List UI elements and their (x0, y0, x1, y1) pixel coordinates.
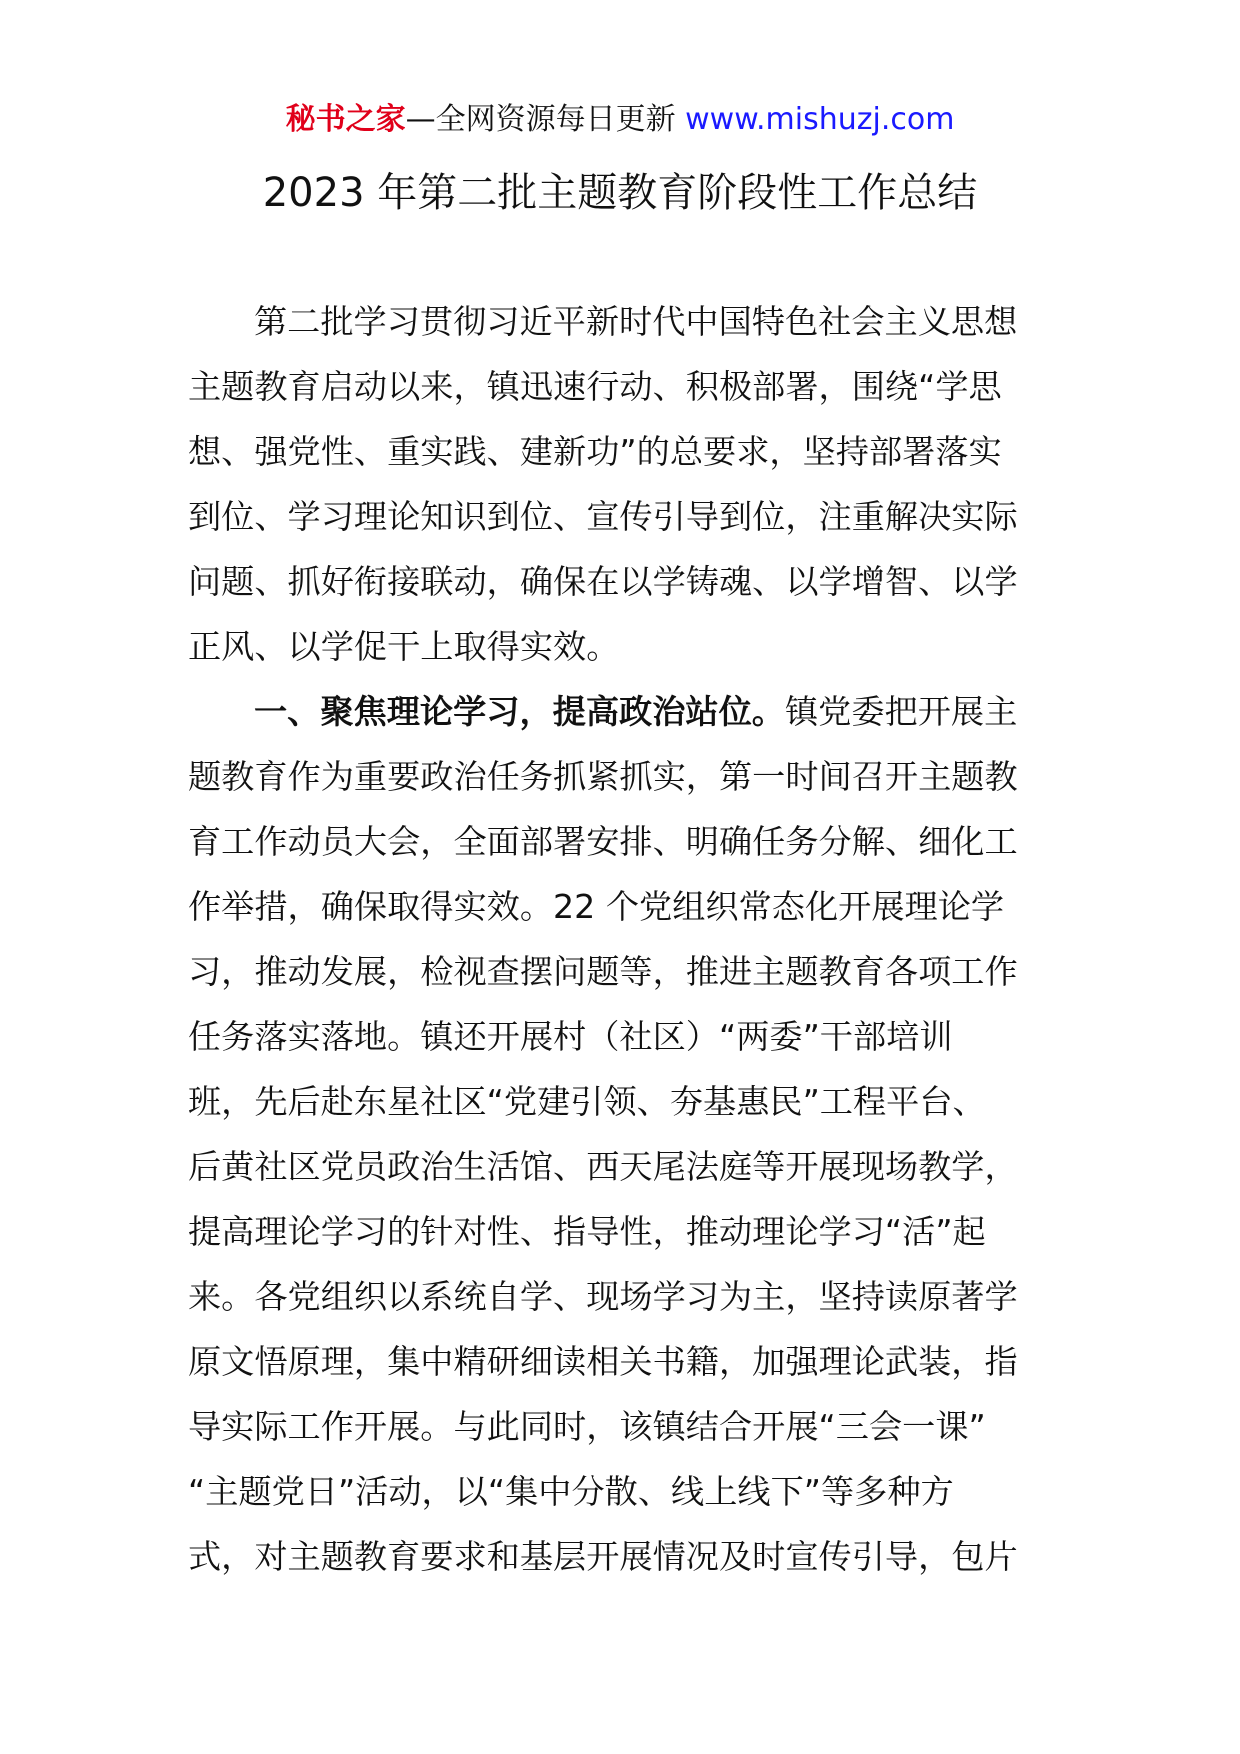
text-line: 到位、学习理论知识到位、宣传引导到位，注重解决实际 (188, 497, 1018, 536)
text-line: 导实际工作开展。与此同时，该镇结合开展“三会一课” (188, 1407, 986, 1446)
site-header (0, 100, 1240, 140)
text-line: 题教育作为重要政治任务抓紧抓实，第一时间召开主题教 (188, 757, 1018, 796)
document-title: 2023 年第二批主题教育阶段性工作总结 (262, 170, 978, 216)
text-line: 原文悟原理，集中精研细读相关书籍，加强理论武装，指 (188, 1342, 1018, 1381)
text-line: 正风、以学促干上取得实效。 (188, 627, 620, 666)
header-dash: — (405, 102, 436, 137)
text-line: 班，先后赴东星社区“党建引领、夯基惠民”工程平台、 (188, 1082, 986, 1121)
paragraph-intro (188, 289, 1068, 679)
text-line: 育工作动员大会，全面部署安排、明确任务分解、细化工 (188, 822, 1018, 861)
text-line: 任务落实落地。镇还开展村（社区）“两委”干部培训 (188, 1017, 953, 1056)
text-line: “主题党日”活动，以“集中分散、线上线下”等多种方 (188, 1472, 954, 1511)
text-line (188, 679, 1068, 744)
text-line: 想、强党性、重实践、建新功”的总要求，坚持部署落实 (188, 432, 1002, 471)
text-line: 作举措，确保取得实效。22 个党组织常态化开展理论学 (188, 887, 1005, 926)
text-line: 式，对主题教育要求和基层开展情况及时宣传引导，包片 (188, 1537, 1018, 1576)
document-body (188, 289, 1068, 1589)
section-text: 镇党委把开展主 (785, 692, 1018, 731)
paragraph-section-one (188, 679, 1068, 1589)
brand-name: 秘书之家 (285, 102, 406, 137)
section-heading: 一、聚焦理论学习，提高政治站位。 (254, 692, 785, 731)
text-line: 第二批学习贯彻习近平新时代中国特色社会主义思想 (254, 302, 1018, 341)
text-line: 来。各党组织以系统自学、现场学习为主，坚持读原著学 (188, 1277, 1018, 1316)
text-line: 后黄社区党员政治生活馆、西天尾法庭等开展现场教学， (188, 1147, 1018, 1186)
header-slogan: 全网资源每日更新 (435, 102, 676, 137)
text-line: 提高理论学习的针对性、指导性，推动理论学习“活”起 (188, 1212, 986, 1251)
text-line: 习，推动发展，检视查摆问题等，推进主题教育各项工作 (188, 952, 1018, 991)
site-url-link[interactable]: www.mishuzj.com (685, 102, 955, 137)
text-line: 问题、抓好衔接联动，确保在以学铸魂、以学增智、以学 (188, 562, 1018, 601)
text-line: 主题教育启动以来，镇迅速行动、积极部署，围绕“学思 (188, 367, 1002, 406)
